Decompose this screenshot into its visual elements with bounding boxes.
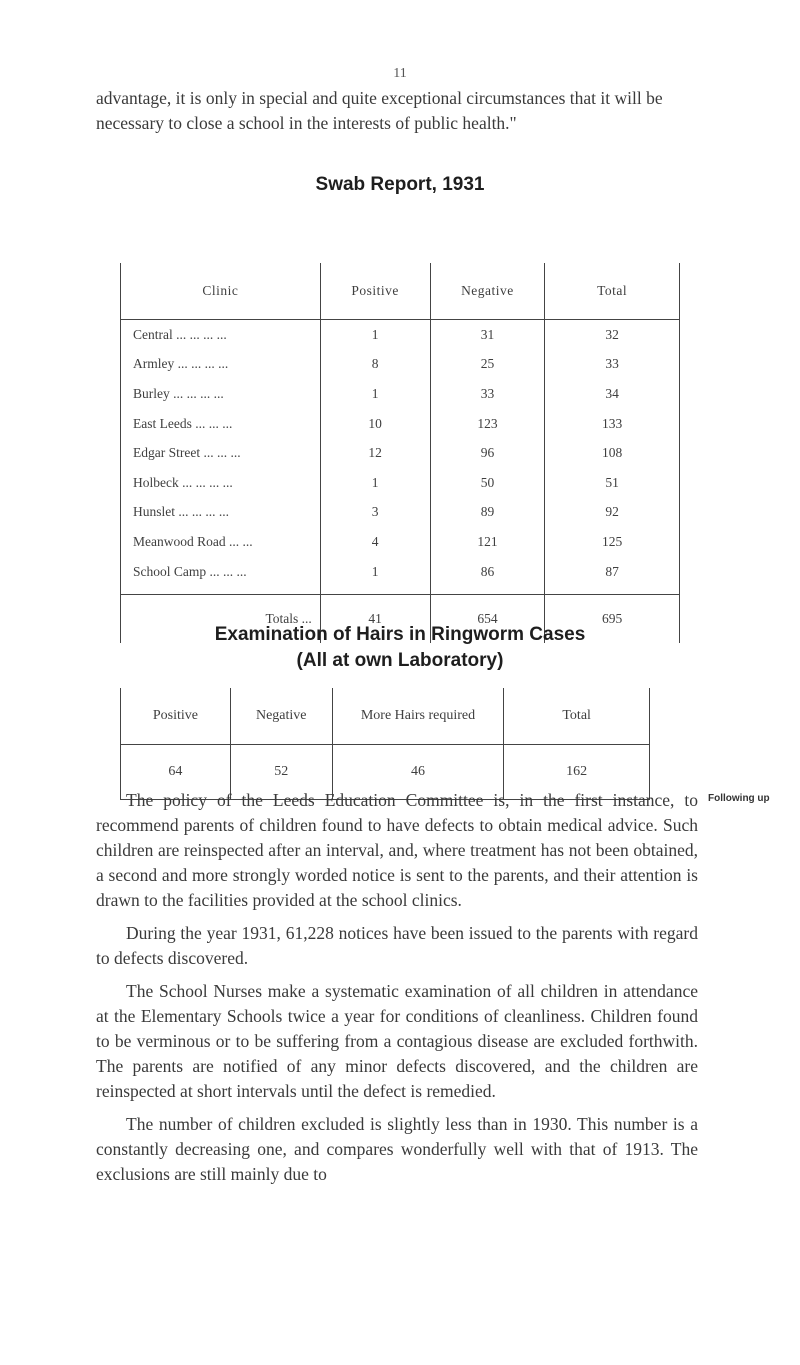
total-value: 108 — [545, 438, 680, 468]
negative-value: 86 — [430, 557, 545, 595]
total-value: 92 — [545, 498, 680, 528]
total-value: 125 — [545, 527, 680, 557]
positive-value: 3 — [320, 498, 430, 528]
paragraph: During the year 1931, 61,228 notices have been issued to the parents with regard to defects discovered. — [96, 923, 698, 968]
positive-value: 12 — [320, 438, 430, 468]
positive-value: 1 — [320, 468, 430, 498]
positive-value: 1 — [320, 379, 430, 409]
positive-value: 1 — [320, 320, 430, 350]
negative-value: 25 — [430, 350, 545, 380]
total-value: 34 — [545, 379, 680, 409]
total-value: 33 — [545, 350, 680, 380]
header-positive: Positive — [121, 688, 231, 745]
ringworm-exam-table — [120, 688, 650, 800]
negative-value: 123 — [430, 409, 545, 439]
table-header-row — [121, 263, 680, 320]
total-value: 51 — [545, 468, 680, 498]
positive-value: 1 — [320, 557, 430, 595]
header-positive: Positive — [320, 263, 430, 320]
positive-value: 10 — [320, 409, 430, 439]
paragraph: The School Nurses make a systematic examination of all children in attendance at the Elementary Schools twice a year for conditions of cleanliness. Children found to be verminous or to be suffering from a contagious disease are excluded forthwith. The parents are notified of any minor defects discovered, and the children are reinspected at short intervals until the defect is remedied. — [96, 981, 698, 1101]
header-negative: Negative — [230, 688, 332, 745]
total-value: 87 — [545, 557, 680, 595]
totals-positive: 41 — [320, 595, 430, 644]
clinic-name: Meanwood Road ... ... — [121, 527, 321, 557]
page-number: 11 — [393, 66, 407, 81]
table-row — [121, 468, 680, 498]
header-negative: Negative — [430, 263, 545, 320]
ringworm-exam-subtitle: (All at own Laboratory) — [296, 650, 504, 671]
swab-report-table — [120, 263, 680, 643]
negative-value: 89 — [430, 498, 545, 528]
table-row — [121, 438, 680, 468]
positive-value: 4 — [320, 527, 430, 557]
header-clinic: Clinic — [121, 263, 321, 320]
total-value: 133 — [545, 409, 680, 439]
header-total: Total — [504, 688, 650, 745]
clinic-name: Edgar Street ... ... ... — [121, 438, 321, 468]
more-hairs-value: 46 — [332, 745, 504, 800]
positive-value: 8 — [320, 350, 430, 380]
clinic-name: Holbeck ... ... ... ... — [121, 468, 321, 498]
body-text — [96, 788, 698, 1195]
header-total: Total — [545, 263, 680, 320]
negative-value: 96 — [430, 438, 545, 468]
table-row — [121, 350, 680, 380]
clinic-name: School Camp ... ... ... — [121, 557, 321, 595]
negative-value: 121 — [430, 527, 545, 557]
negative-value: 33 — [430, 379, 545, 409]
clinic-name: Burley ... ... ... ... — [121, 379, 321, 409]
margin-note: Following up — [708, 793, 770, 804]
totals-label: Totals ... — [121, 595, 321, 644]
paragraph: The number of children excluded is slightly less than in 1930. This number is a constantly decreasing one, and compares wonderfully well with that of 1913. The exclusions are still mainly due to — [96, 1114, 698, 1184]
clinic-name: Hunslet ... ... ... ... — [121, 498, 321, 528]
totals-negative: 654 — [430, 595, 545, 644]
swab-report-title: Swab Report, 1931 — [315, 174, 485, 195]
negative-value: 50 — [430, 468, 545, 498]
table-row — [121, 557, 680, 595]
table-row — [121, 498, 680, 528]
header-more-hairs: More Hairs required — [332, 688, 504, 745]
clinic-name: East Leeds ... ... ... — [121, 409, 321, 439]
totals-total: 695 — [545, 595, 680, 644]
positive-value: 64 — [121, 745, 231, 800]
negative-value: 31 — [430, 320, 545, 350]
clinic-name: Central ... ... ... ... — [121, 320, 321, 350]
table-header-row — [121, 688, 650, 745]
total-value: 162 — [504, 745, 650, 800]
table-row — [121, 409, 680, 439]
intro-paragraph: advantage, it is only in special and quite exceptional circumstances that it will be necessary to close a school in the interests of public health." — [96, 88, 663, 133]
table-row — [121, 379, 680, 409]
ringworm-exam-title: Examination of Hairs in Ringworm Cases — [214, 624, 586, 645]
paragraph: The policy of the Leeds Education Committee is, in the first instance, to recommend parents of children found to have defects to obtain medical advice. Such children are reinspected after an interval, and, where treatment has not been obtained, a second and more strongly worded notice is sent to the parents, and their attention is drawn to the facilities provided at the school clinics. — [96, 790, 698, 910]
negative-value: 52 — [230, 745, 332, 800]
total-value: 32 — [545, 320, 680, 350]
table-row — [121, 320, 680, 350]
table-row — [121, 527, 680, 557]
clinic-name: Armley ... ... ... ... — [121, 350, 321, 380]
